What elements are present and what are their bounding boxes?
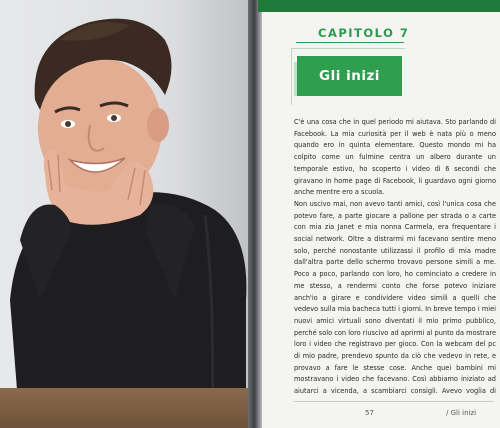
body-text <box>294 117 496 399</box>
page-number: 57 <box>365 409 374 417</box>
chapter-title-box <box>297 56 402 96</box>
paragraph: Non uscivo mai, non avevo tanti amici, così l'unica cosa che potevo fare, a parte giocare a pallone per strada o a carte con mia zia Janet e mia nonna Carmela, era frequentare i social network. Oltre a distrarmi mi facevano sentire meno solo, perché nonostante utilizzassi il profilo di mia madre dall'altra parte dello schermo trovavo persone simili a me. Poco a poco, parlando con loro, ho cominciato a credere in me stesso, a rendermi conto che forse potevo iniziare anch'io a girare e condividere video simili a quelli che vedevo sulla mia bacheca tutti i giorni. In breve tempo i miei nuovi amici virtuali sono diventati il mio primo pubblico, perché solo con loro riuscivo ad aprirmi al punto da mostrare loro i video che registravo per gioco. Con la webcam del pc di mio padre, prendevo spunto da ciò che vedevo in rete, e provavo a fare le stesse cose. Anche quei bambini mi mostravano i video che facevano. Così abbiamo iniziato ad aiutarci a vicenda, a scambiarci consigli. Avevo voglia di <box>294 199 496 396</box>
page-top-accent <box>258 0 500 12</box>
floor <box>0 388 252 428</box>
running-head: / Gli inizi <box>446 409 477 417</box>
footer-rule <box>294 401 494 402</box>
chapter-rule <box>296 42 404 43</box>
chapter-label: CAPITOLO 7 <box>318 26 410 40</box>
paragraph: C'è una cosa che in quel periodo mi aiutava. Sto parlando di Facebook. La mia curiosità per il web è nata più o meno quando ero in quinta elementare. Questo mondo mi ha colpito come un fulmine centra un albero durante un temporale estivo, ho scoperto i video di 6 secondi che giravano in home page di Facebook, li guardavo ogni giorno anche mentre ero a scuola. <box>294 118 496 197</box>
chapter-title: Gli inizi <box>319 68 380 84</box>
